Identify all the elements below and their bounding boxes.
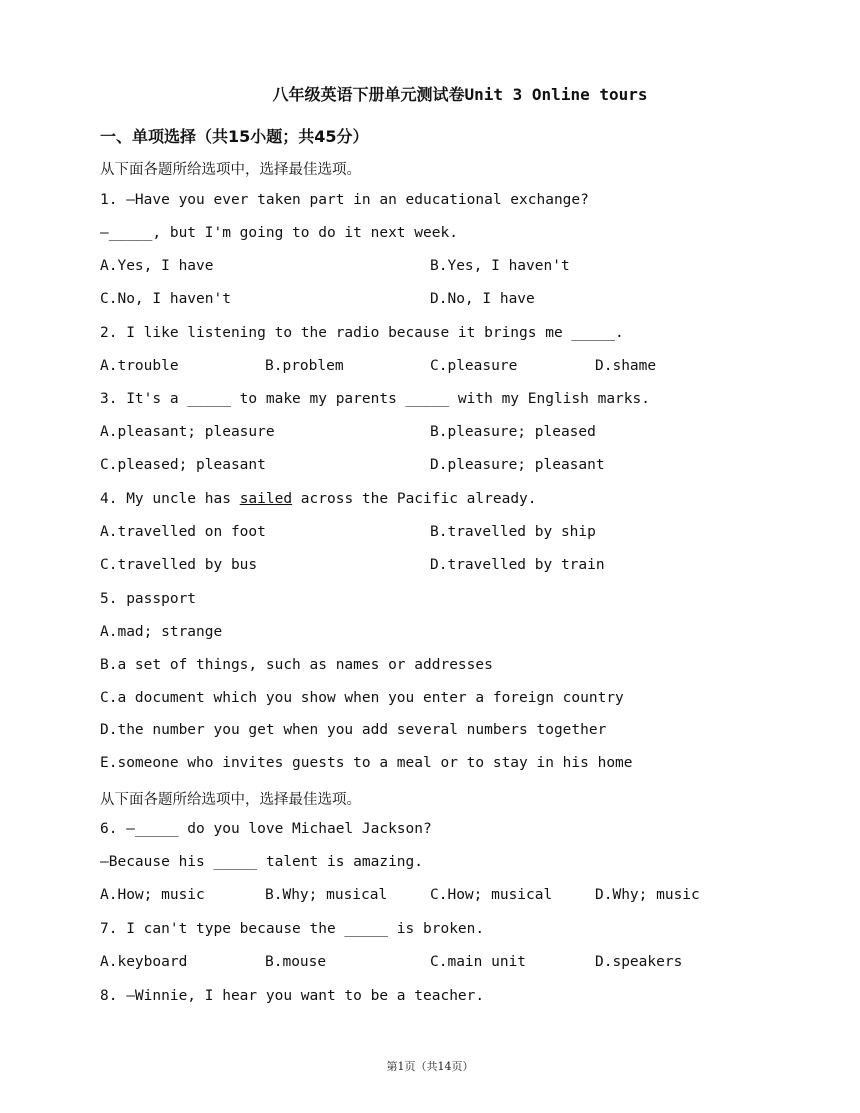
question-1-option-b: B.Yes, I haven't	[430, 258, 570, 274]
question-6-stem: 6. —_____ do you love Michael Jackson?	[100, 821, 432, 837]
question-5-stem: 5. passport	[100, 591, 197, 607]
question-6-option-d: D.Why; music	[595, 887, 700, 903]
question-4-option-a: A.travelled on foot	[100, 524, 266, 540]
question-4-option-d: D.travelled by train	[430, 557, 605, 573]
question-6-option-c: C.How; musical	[430, 887, 553, 903]
instruction: 从下面各题所给选项中，选择最佳选项。	[100, 792, 361, 808]
question-1-option-c: C.No, I haven't	[100, 291, 231, 307]
question-7-stem: 7. I can't type because the _____ is broken.	[100, 921, 485, 937]
section-heading: 一、单项选择（共15小题；共45分）	[100, 127, 369, 146]
question-7-option-a: A.keyboard	[100, 954, 188, 970]
question-5-option-a: A.mad; strange	[100, 624, 223, 640]
question-7-option-d: D.speakers	[595, 954, 683, 970]
question-5-option-e: E.someone who invites guests to a meal or to stay in his home	[100, 755, 633, 771]
question-2-option-c: C.pleasure	[430, 358, 518, 374]
question-4-stem	[100, 491, 537, 507]
question-1-line2: —_____, but I'm going to do it next week.	[100, 225, 458, 241]
question-8-stem: 8. —Winnie, I hear you want to be a teacher.	[100, 988, 485, 1004]
question-2-option-a: A.trouble	[100, 358, 179, 374]
question-4-option-c: C.travelled by bus	[100, 557, 258, 573]
question-3-option-d: D.pleasure; pleasant	[430, 457, 605, 473]
question-3-option-c: C.pleased; pleasant	[100, 457, 266, 473]
question-1-option-a: A.Yes, I have	[100, 258, 214, 274]
question-3-option-b: B.pleasure; pleased	[430, 424, 596, 440]
instruction: 从下面各题所给选项中，选择最佳选项。	[100, 162, 361, 178]
question-4-option-b: B.travelled by ship	[430, 524, 596, 540]
question-4-stem-pre: 4. My uncle has	[100, 491, 240, 507]
question-7-option-b: B.mouse	[265, 954, 327, 970]
question-6-line2: —Because his _____ talent is amazing.	[100, 854, 424, 870]
question-6-option-b: B.Why; musical	[265, 887, 388, 903]
question-1-option-d: D.No, I have	[430, 291, 535, 307]
question-1-stem: 1. —Have you ever taken part in an educational exchange?	[100, 192, 589, 208]
question-5-option-d: D.the number you get when you add several numbers together	[100, 722, 607, 738]
page-title: 八年级英语下册单元测试卷Unit 3 Online tours	[272, 85, 648, 104]
question-4-underlined-word: sailed	[239, 491, 293, 507]
question-2-stem: 2. I like listening to the radio because it brings me _____.	[100, 325, 624, 341]
question-3-option-a: A.pleasant; pleasure	[100, 424, 275, 440]
question-5-option-c: C.a document which you show when you enter a foreign country	[100, 690, 624, 706]
question-7-option-c: C.main unit	[430, 954, 527, 970]
question-2-option-d: D.shame	[595, 358, 657, 374]
page-footer: 第1页（共14页）	[386, 1060, 474, 1073]
question-5-option-b: B.a set of things, such as names or addresses	[100, 657, 493, 673]
question-4-stem-post: across the Pacific already.	[292, 491, 537, 507]
question-2-option-b: B.problem	[265, 358, 344, 374]
question-6-option-a: A.How; music	[100, 887, 205, 903]
question-3-stem: 3. It's a _____ to make my parents _____ with my English marks.	[100, 391, 650, 407]
